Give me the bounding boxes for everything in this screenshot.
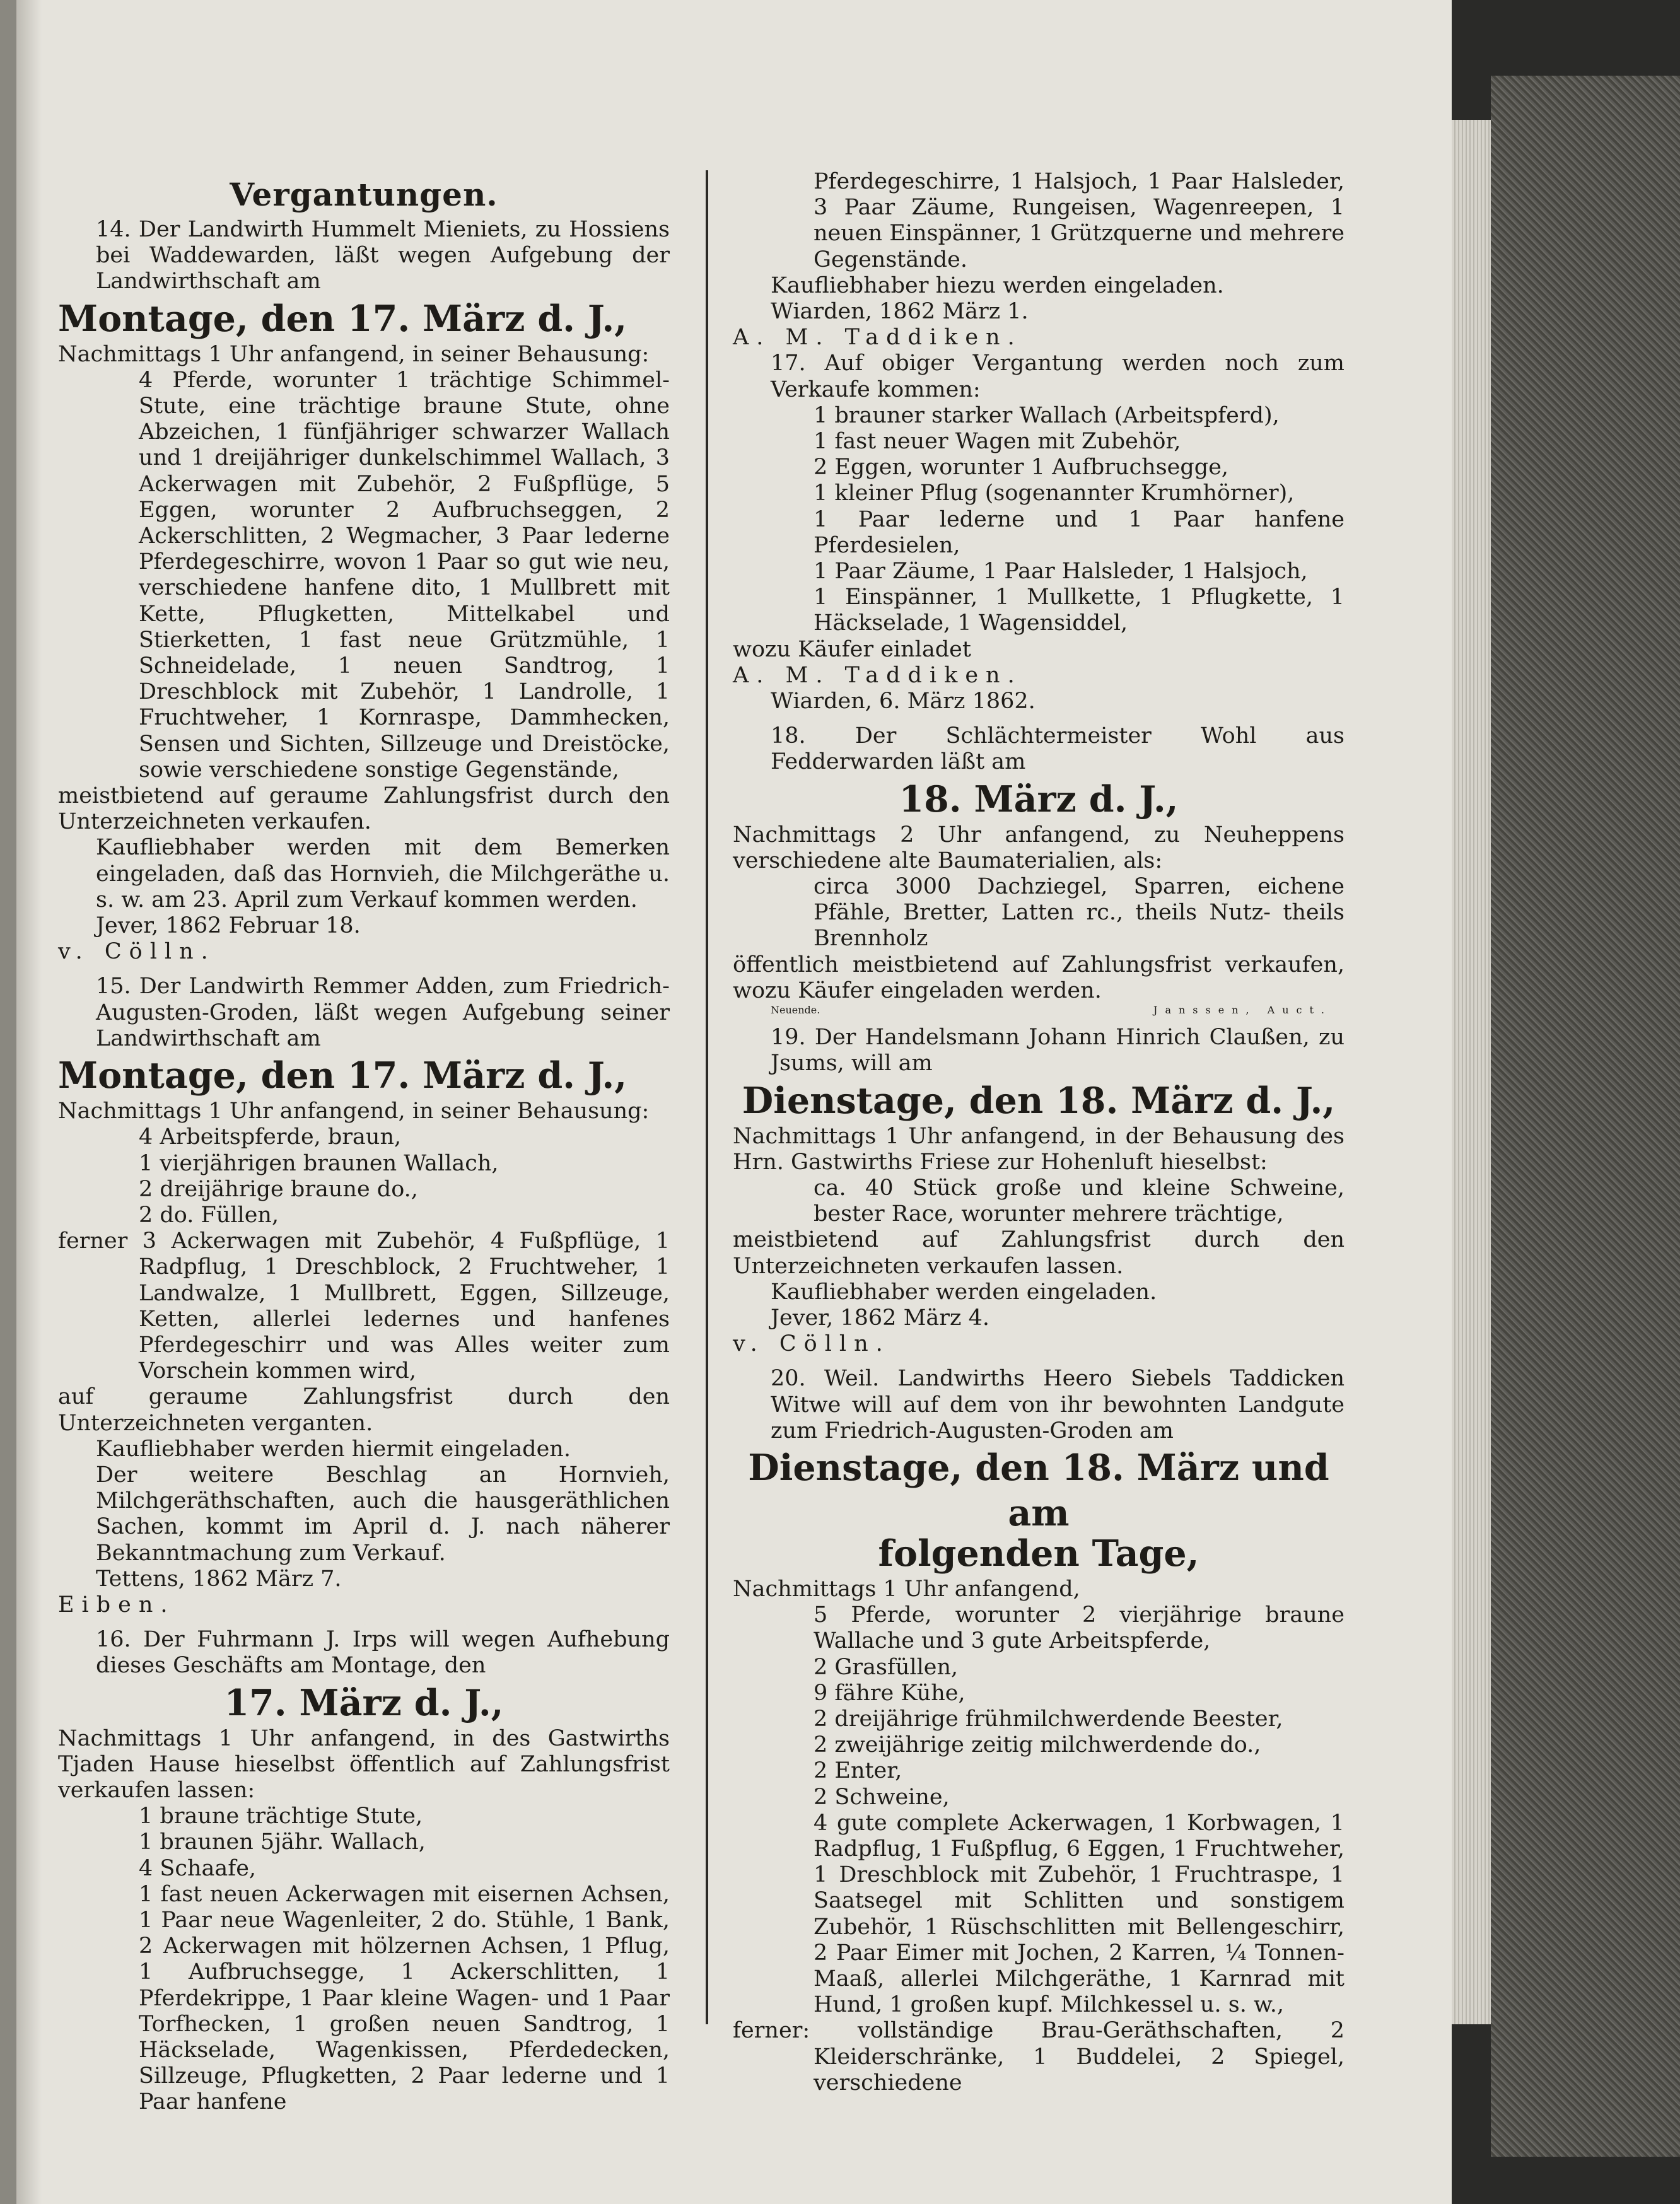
notice-16-continued: Pferdegeschirre, 1 Halsjoch, 1 Paar Halsleder, 3 Paar Zäume, Rungeisen, Wagenreepen, 1 neuen Einspänner, 1 Grützquerne und mehrere Gegenstände.: [814, 169, 1345, 272]
notice-19-intro: 19. Der Handelsmann Johann Hinrich Claußen, zu Jsums, will am: [771, 1025, 1345, 1076]
notice-19-terms: meistbietend auf Zahlungsfrist durch den Unterzeichneten verkaufen lassen.: [733, 1227, 1345, 1279]
page-block-edges: [1452, 120, 1491, 2024]
notice-15-signature: Eiben.: [58, 1592, 175, 1618]
notice-20-time: Nachmittags 1 Uhr anfangend,: [733, 1576, 1080, 1602]
notice-19-items: ca. 40 Stück große und kleine Schweine, bester Race, worunter mehrere trächtige,: [814, 1175, 1345, 1227]
notice-20-item: 2 zweijährige zeitig milchwerdende do.,: [814, 1732, 1261, 1758]
notice-17-buyers: wozu Käufer einladet: [733, 636, 971, 662]
notice-14: [58, 217, 670, 965]
notice-16-place: Wiarden, 1862 März 1.: [771, 299, 1029, 325]
notice-17-signature: A. M. Taddiken.: [733, 662, 1022, 688]
notice-20-item: 2 Enter,: [814, 1758, 902, 1784]
book-cover-edge: [1491, 76, 1680, 2157]
notice-15-date: Montage, den 17. März d. J.,: [58, 1054, 627, 1097]
notice-18-place: Neuende.: [771, 1004, 820, 1017]
notice-19-invite: Kaufliebhaber werden eingeladen.: [771, 1279, 1157, 1305]
notice-20-item: 2 dreijährige frühmilchwerdende Beester,: [814, 1706, 1283, 1732]
notice-14-intro: 14. Der Landwirth Hummelt Mieniets, zu Hossiens bei Waddewarden, läßt wegen Aufgebung der Landwirthschaft am: [96, 217, 670, 294]
notice-18-signature: Janssen, Auct.: [1153, 1004, 1332, 1017]
notice-17-item: 2 Eggen, worunter 1 Aufbruchsegge,: [814, 455, 1229, 481]
notice-20-date: Dienstage, den 18. März und am: [748, 1446, 1329, 1534]
notice-16-item: 4 Schaafe,: [139, 1855, 257, 1881]
facing-page-edge: [0, 0, 16, 2204]
notice-16: [58, 1627, 670, 2115]
notice-17-item: 1 Paar lederne und 1 Paar hanfene Pferdesielen,: [814, 506, 1345, 558]
notice-18-items: circa 3000 Dachziegel, Sparren, eichene Pfähle, Bretter, Latten rc., theils Nutz- theils Brennholz: [814, 874, 1345, 952]
notice-18-intro: 18. Der Schlächtermeister Wohl aus Fedderwarden läßt am: [771, 723, 1345, 775]
notice-15-intro: 15. Der Landwirth Remmer Adden, zum Friedrich-Augusten-Groden, läßt wegen Aufgebung seiner Landwirthschaft am: [96, 974, 670, 1051]
notice-18: [733, 723, 1345, 1016]
notice-19-place: Jever, 1862 März 4.: [771, 1305, 989, 1331]
notice-16-items: 1 fast neuen Ackerwagen mit eisernen Achsen, 1 Paar neue Wagenleiter, 2 do. Stühle, 1 Bank, 2 Ackerwagen mit hölzernen Achsen, 1 Pflug, 1 Aufbruchsegge, 1 Ackerschlitten, 1 Pferdekrippe, 1 Paar kleine Wagen- und 1 Paar Torfhecken, 1 großen neuen Sandtrog, 1 Häckselade, Wagenkissen, Pferdedecken, Sillzeuge, Pflugketten, 2 Paar lederne und 1 Paar hanfene: [139, 1881, 670, 2115]
notice-14-time: Nachmittags 1 Uhr anfangend, in seiner Behausung:: [58, 341, 650, 367]
notice-17-item: 1 kleiner Pflug (sogenannter Krumhörner),: [814, 481, 1295, 506]
notice-20-item: 4 gute complete Ackerwagen, 1 Korbwagen, 1 Radpflug, 1 Fußpflug, 6 Eggen, 1 Fruchtweher, 1 Dreschblock mit Zubehör, 1 Fruchtraspe, 1 Saatsegel mit Schlitten und sonstigem Zubehör, 1 Rüschschlitten mit Bellengeschirr, 2 Paar Eimer mit Jochen, 2 Karren, ¼ Tonnen-Maaß, allerlei Milchgeräthe, 1 Karnrad mit Hund, 1 großen kupf. Milchkessel u. s. w.,: [814, 1810, 1345, 2018]
notice-14-place: Jever, 1862 Februar 18.: [96, 913, 361, 939]
section-heading: Vergantungen.: [230, 176, 498, 213]
notice-19: [733, 1025, 1345, 1357]
page-gutter-shadow: [16, 0, 42, 2204]
notice-18-footer: [733, 1004, 1345, 1016]
notice-17-item: 1 brauner starker Wallach (Arbeitspferd),: [814, 402, 1280, 428]
notice-16-date: 17. März d. J.,: [224, 1681, 504, 1724]
notice-17-item: 1 fast neuer Wagen mit Zubehör,: [814, 429, 1181, 455]
notice-18-terms: öffentlich meistbietend auf Zahlungsfrist verkaufen, wozu Käufer eingeladen werden.: [733, 952, 1345, 1003]
notice-16-invite: Kaufliebhaber hiezu werden eingeladen.: [771, 272, 1224, 298]
notice-15-invite: Kaufliebhaber werden hiermit eingeladen.: [96, 1436, 571, 1462]
notice-14-signature: v. Cölln.: [58, 939, 216, 965]
notice-15-terms: auf geraume Zahlungsfrist durch den Unterzeichneten verganten.: [58, 1384, 670, 1436]
notice-19-time: Nachmittags 1 Uhr anfangend, in der Behausung des Hrn. Gastwirths Friese zur Hohenluft hieselbst:: [733, 1123, 1345, 1175]
notice-20-item: 9 fähre Kühe,: [814, 1680, 965, 1706]
notice-15-further-items: ferner 3 Ackerwagen mit Zubehör, 4 Fußpflüge, 1 Radpflug, 1 Dreschblock, 2 Fruchtweher, 1 Landwalze, 1 Mullbrett, Eggen, Sillzeuge, Ketten, allerlei ledernes und hanfenes Pferdegeschirr und was Alles weiter zum Vorschein kommen wird,: [58, 1228, 670, 1384]
notice-18-time: Nachmittags 2 Uhr anfangend, zu Neuheppens verschiedene alte Baumaterialien, als:: [733, 822, 1345, 873]
notice-15-item: 1 vierjährigen braunen Wallach,: [139, 1150, 499, 1176]
notice-17-place: Wiarden, 6. März 1862.: [771, 689, 1035, 714]
notice-16-signature: A. M. Taddiken.: [733, 325, 1022, 351]
left-column: [58, 169, 670, 2116]
notice-18-date: 18. März d. J.,: [899, 778, 1179, 820]
right-column: [733, 169, 1345, 2096]
notice-14-invite: Kaufliebhaber werden mit dem Bemerken eingeladen, daß das Hornvieh, die Milchgeräthe u. s. w. am 23. April zum Verkauf kommen werden.: [96, 835, 670, 913]
notice-20-date-cont: folgenden Tage,: [878, 1532, 1199, 1575]
notice-15-item: 2 dreijährige braune do.,: [139, 1176, 418, 1202]
notice-15-time: Nachmittags 1 Uhr anfangend, in seiner Behausung:: [58, 1099, 650, 1124]
notice-14-date: Montage, den 17. März d. J.,: [58, 297, 627, 340]
notice-17-intro: 17. Auf obiger Vergantung werden noch zum Verkaufe kommen:: [771, 351, 1345, 402]
notice-17: [733, 351, 1345, 714]
notice-16-intro: 16. Der Fuhrmann J. Irps will wegen Aufhebung dieses Geschäfts am Montage, den: [96, 1627, 670, 1679]
notice-15: [58, 974, 670, 1618]
notice-15-item: 2 do. Füllen,: [139, 1202, 279, 1228]
notice-20-further-items: ferner: vollständige Brau-Geräthschaften, 2 Kleiderschränke, 1 Buddelei, 2 Spiegel, verschiedene: [733, 2018, 1345, 2096]
notice-17-item: 1 Paar Zäume, 1 Paar Halsleder, 1 Halsjoch,: [814, 559, 1308, 585]
notice-19-signature: v. Cölln.: [733, 1331, 890, 1357]
notice-15-item: 4 Arbeitspferde, braun,: [139, 1124, 402, 1150]
notice-16-item: 1 braunen 5jähr. Wallach,: [139, 1829, 426, 1855]
notice-20: [733, 1366, 1345, 2096]
notice-20-item: 2 Schweine,: [814, 1784, 950, 1810]
notice-15-place: Tettens, 1862 März 7.: [96, 1566, 342, 1592]
notice-19-date: Dienstage, den 18. März d. J.,: [742, 1079, 1336, 1122]
column-rule: [706, 170, 708, 2024]
notice-20-item: 5 Pferde, worunter 2 vierjährige braune Wallache und 3 gute Arbeitspferde,: [814, 1602, 1345, 1654]
notice-15-more: Der weitere Beschlag an Hornvieh, Milchgeräthschaften, auch die hausgeräthlichen Sachen, kommt im April d. J. nach näherer Bekanntmachung zum Verkauf.: [96, 1462, 670, 1566]
notice-16-time: Nachmittags 1 Uhr anfangend, in des Gastwirths Tjaden Hause hieselbst öffentlich auf Zahlungsfrist verkaufen lassen:: [58, 1725, 670, 1803]
notice-20-intro: 20. Weil. Landwirths Heero Siebels Taddicken Witwe will auf dem von ihr bewohnten Landgute zum Friedrich-Augusten-Groden am: [771, 1366, 1345, 1443]
notice-17-item: 1 Einspänner, 1 Mullkette, 1 Pflugkette, 1 Häckselade, 1 Wagensiddel,: [814, 585, 1345, 636]
notice-14-terms: meistbietend auf geraume Zahlungsfrist durch den Unterzeichneten verkaufen.: [58, 783, 670, 835]
notice-20-item: 2 Grasfüllen,: [814, 1654, 959, 1680]
notice-14-items: 4 Pferde, worunter 1 trächtige Schimmel-Stute, eine trächtige braune Stute, ohne Abzeichen, 1 fünfjähriger schwarzer Wallach und 1 dreijähriger dunkelschimmel Wallach, 3 Ackerwagen mit Zubehör, 2 Fußpflüge, 5 Eggen, worunter 2 Aufbruchseggen, 2 Ackerschlitten, 2 Wegmacher, 3 Paar lederne Pferdegeschirre, wovon 1 Paar so gut wie neu, verschiedene hanfene dito, 1 Mullbrett mit Kette, Pflugketten, Mittelkabel und Stierketten, 1 fast neue Grützmühle, 1 Schneidelade, 1 neuen Sandtrog, 1 Dreschblock mit Zubehör, 1 Landrolle, 1 Fruchtweher, 1 Kornraspe, Dammhecken, Sensen und Sichten, Sillzeuge und Dreistöcke, sowie verschiedene sonstige Gegenstände,: [139, 367, 670, 783]
notice-16-item: 1 braune trächtige Stute,: [139, 1804, 423, 1829]
